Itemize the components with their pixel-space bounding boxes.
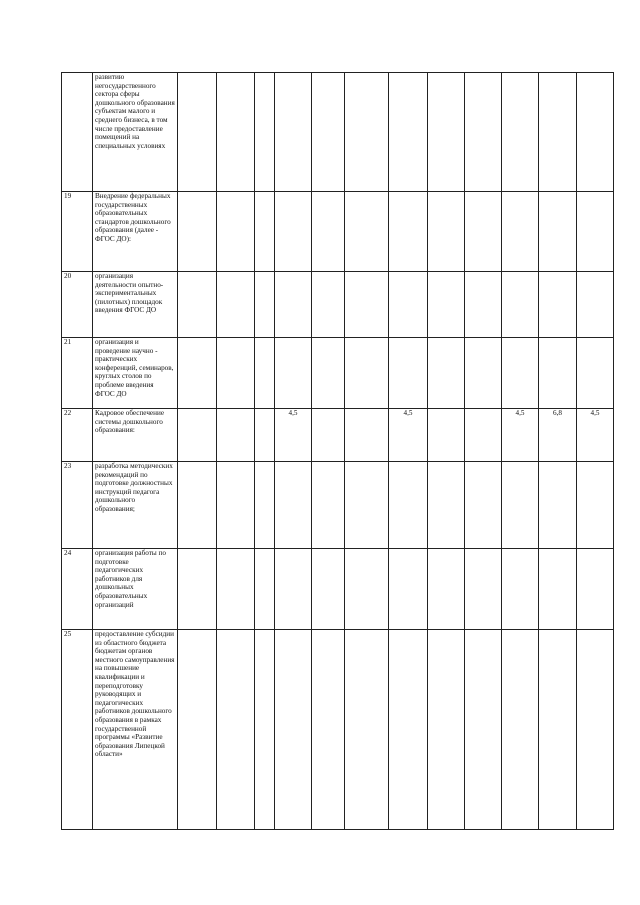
row-number: 24 xyxy=(62,549,93,630)
row-number: 22 xyxy=(62,409,93,462)
value-cell xyxy=(539,73,577,192)
value-cell xyxy=(389,272,428,338)
value-cell xyxy=(345,409,389,462)
value-cell xyxy=(217,462,255,549)
value-cell xyxy=(539,272,577,338)
value-cell xyxy=(465,409,502,462)
row-number: 25 xyxy=(62,630,93,830)
value-cell xyxy=(275,630,312,830)
table-row xyxy=(62,73,614,192)
table-row xyxy=(62,549,614,630)
value-cell xyxy=(577,272,614,338)
value-cell xyxy=(539,630,577,830)
row-number: 21 xyxy=(62,338,93,409)
value-cell xyxy=(275,272,312,338)
value-cell xyxy=(312,272,345,338)
value-cell xyxy=(178,338,217,409)
value-cell xyxy=(539,338,577,409)
value-cell xyxy=(255,192,275,272)
value-cell xyxy=(502,462,539,549)
value-cell xyxy=(577,73,614,192)
value-cell xyxy=(217,630,255,830)
row-description: развитию негосударственного сектора сферы дошкольного образования субъектам малого и среднего бизнеса, в том числе предоставление помещений на специальных условиях xyxy=(93,73,178,192)
row-description: организация и проведение научно - практических конференций, семинаров, круглых столов по проблеме введения ФГОС ДО xyxy=(93,338,178,409)
row-number: 19 xyxy=(62,192,93,272)
value-cell xyxy=(345,272,389,338)
value-cell xyxy=(389,73,428,192)
value-cell xyxy=(428,630,465,830)
value-cell xyxy=(255,73,275,192)
value-cell xyxy=(178,73,217,192)
value-cell xyxy=(539,549,577,630)
value-cell xyxy=(275,338,312,409)
value-cell xyxy=(217,192,255,272)
row-number xyxy=(62,73,93,192)
value-cell xyxy=(217,338,255,409)
value-cell xyxy=(275,549,312,630)
value-cell xyxy=(389,192,428,272)
value-cell xyxy=(502,73,539,192)
value-cell xyxy=(465,338,502,409)
table-row xyxy=(62,338,614,409)
table-row xyxy=(62,192,614,272)
value-cell xyxy=(389,630,428,830)
value-cell xyxy=(465,462,502,549)
value-cell xyxy=(345,338,389,409)
value-cell xyxy=(428,272,465,338)
value-cell xyxy=(217,73,255,192)
value-cell xyxy=(178,630,217,830)
value-cell: 4,5 xyxy=(389,409,428,462)
row-number: 23 xyxy=(62,462,93,549)
value-cell: 4,5 xyxy=(502,409,539,462)
table-row xyxy=(62,630,614,830)
value-cell xyxy=(178,272,217,338)
value-cell xyxy=(217,549,255,630)
row-number: 20 xyxy=(62,272,93,338)
value-cell xyxy=(577,549,614,630)
value-cell xyxy=(465,272,502,338)
value-cell xyxy=(217,409,255,462)
value-cell xyxy=(312,409,345,462)
value-cell xyxy=(428,409,465,462)
value-cell xyxy=(345,549,389,630)
value-cell: 4,5 xyxy=(275,409,312,462)
value-cell xyxy=(539,462,577,549)
value-cell xyxy=(217,272,255,338)
value-cell xyxy=(178,409,217,462)
value-cell xyxy=(312,462,345,549)
value-cell xyxy=(502,272,539,338)
value-cell xyxy=(312,338,345,409)
value-cell xyxy=(178,192,217,272)
value-cell xyxy=(502,338,539,409)
row-description: разработка методических рекомендаций по подготовке должностных инструкций педагога дошкольного образования; xyxy=(93,462,178,549)
value-cell xyxy=(312,549,345,630)
value-cell xyxy=(275,462,312,549)
value-cell xyxy=(312,73,345,192)
value-cell xyxy=(255,630,275,830)
value-cell xyxy=(345,73,389,192)
row-description: предоставление субсидии из областного бюджета бюджетам органов местного самоуправления на повышение квалификации и переподготовку руководящих и педагогических работников дошкольного образования в рамках государственной программы «Развитие образования Липецкой области» xyxy=(93,630,178,830)
value-cell xyxy=(345,462,389,549)
value-cell xyxy=(577,338,614,409)
value-cell xyxy=(539,192,577,272)
value-cell xyxy=(178,549,217,630)
table-row xyxy=(62,462,614,549)
value-cell xyxy=(502,549,539,630)
value-cell xyxy=(577,192,614,272)
value-cell xyxy=(577,462,614,549)
value-cell xyxy=(255,272,275,338)
value-cell xyxy=(428,192,465,272)
row-description: организация работы по подготовке педагогических работников для дошкольных образовательных организаций xyxy=(93,549,178,630)
value-cell xyxy=(312,630,345,830)
value-cell xyxy=(275,73,312,192)
value-cell xyxy=(502,630,539,830)
row-description: Кадровое обеспечение системы дошкольного образования: xyxy=(93,409,178,462)
value-cell xyxy=(428,73,465,192)
value-cell xyxy=(428,549,465,630)
data-table xyxy=(61,72,614,830)
row-description: Внедрение федеральных государственных образовательных стандартов дошкольного образования (далее - ФГОС ДО): xyxy=(93,192,178,272)
value-cell xyxy=(312,192,345,272)
value-cell xyxy=(275,192,312,272)
table-row xyxy=(62,409,614,462)
value-cell xyxy=(502,192,539,272)
value-cell xyxy=(178,462,217,549)
value-cell: 4,5 xyxy=(577,409,614,462)
value-cell xyxy=(465,549,502,630)
row-description: организация деятельности опытно-экспериментальных (пилотных) площадок введения ФГОС ДО xyxy=(93,272,178,338)
value-cell xyxy=(255,462,275,549)
value-cell xyxy=(428,338,465,409)
value-cell xyxy=(465,73,502,192)
value-cell xyxy=(465,630,502,830)
value-cell: 6,8 xyxy=(539,409,577,462)
value-cell xyxy=(389,462,428,549)
value-cell xyxy=(255,409,275,462)
value-cell xyxy=(389,338,428,409)
value-cell xyxy=(345,192,389,272)
value-cell xyxy=(255,338,275,409)
table-body xyxy=(62,73,614,830)
value-cell xyxy=(255,549,275,630)
value-cell xyxy=(345,630,389,830)
table-row xyxy=(62,272,614,338)
value-cell xyxy=(465,192,502,272)
value-cell xyxy=(428,462,465,549)
value-cell xyxy=(389,549,428,630)
value-cell xyxy=(577,630,614,830)
